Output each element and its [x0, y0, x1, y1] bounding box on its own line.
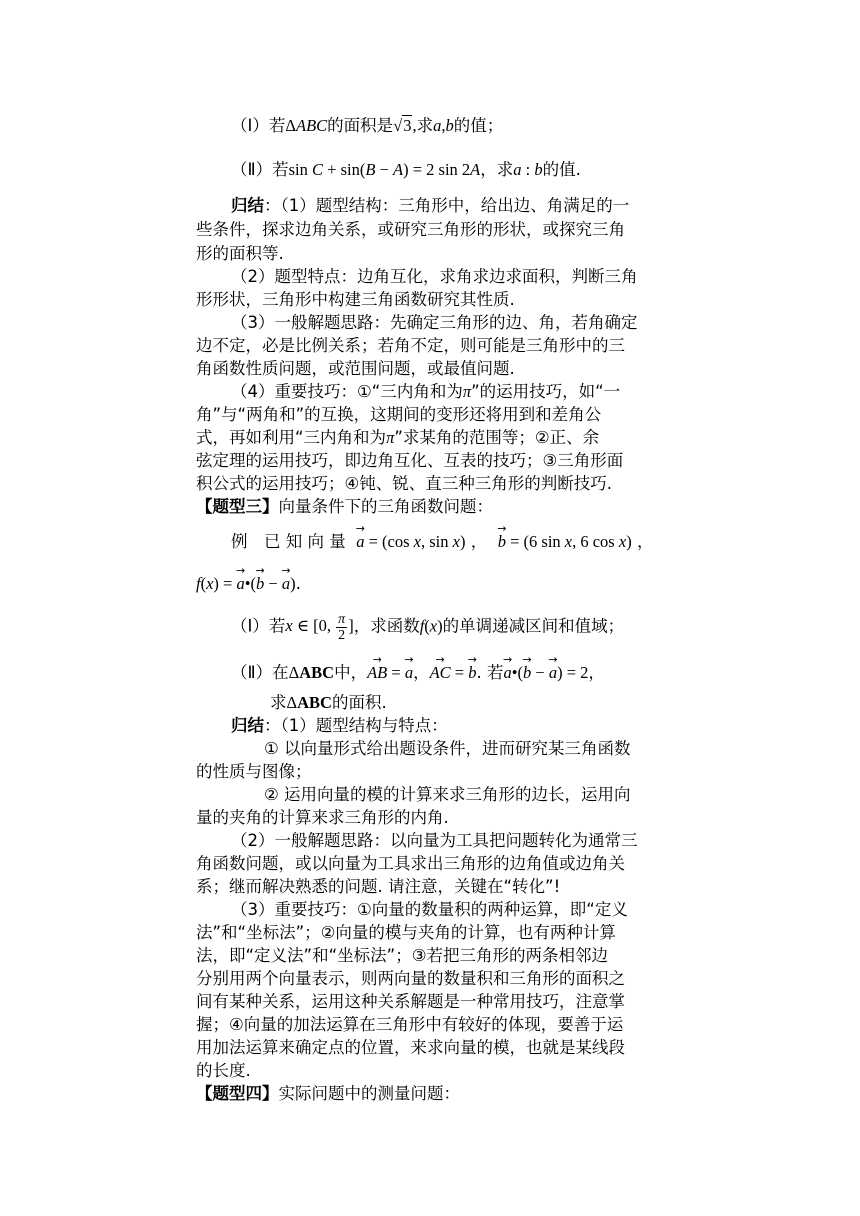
- text: ，: [413, 663, 430, 682]
- text: ，: [588, 663, 605, 682]
- text: .: [295, 574, 301, 593]
- question-part-2: （Ⅱ）若sin C + sin(B − A) = 2 sin 2A，求a : b的值.: [231, 160, 581, 179]
- math-pi: π: [386, 428, 395, 447]
- text: 实际问题中的测量问题：: [278, 1084, 460, 1103]
- text-line: 边不定，必是比例关系；若角不定，则可能是三角形中的三: [196, 336, 625, 355]
- math-delta: Δ: [286, 693, 298, 712]
- question-part-1: （Ⅰ）若ΔABC的面积是√3,求a,b的值；: [231, 116, 504, 135]
- text-line: ② 运用向量的模的计算来求三角形的边长，运用向: [264, 785, 631, 804]
- text: 中，: [334, 663, 368, 682]
- text-line: 量的夹角的计算来求三角形的内角.: [196, 808, 449, 827]
- text: 的值；: [453, 116, 504, 135]
- text-line: 间有某种关系，运用这种关系解题是一种常用技巧，注意掌: [196, 992, 625, 1011]
- text: （Ⅱ）在: [231, 663, 289, 682]
- text-line: ① 以向量形式给出题设条件，进而研究某三角函数: [264, 739, 631, 758]
- text: 的面积是: [327, 116, 394, 135]
- text-line: 角函数问题，或以向量为工具求出三角形的边角值或边角关: [196, 854, 625, 873]
- text-line: 角”与“两角和”的互换，这期间的变形还将用到和差角公: [196, 405, 602, 424]
- example-part-2-cont: [270, 692, 387, 714]
- summary-1: [231, 195, 629, 217]
- text: 式，再如利用“三内角和为: [196, 428, 387, 447]
- text-line: 积公式的运用技巧；④钝、锐、直三种三角形的判断技巧.: [196, 474, 613, 493]
- text: ，求函数: [353, 616, 420, 636]
- text-line: 角函数性质问题，或范围问题，或最值问题.: [196, 359, 515, 378]
- text: 求: [416, 116, 434, 135]
- triangle-name: ABC: [299, 663, 335, 682]
- text-line: [196, 427, 599, 449]
- triangle-name: ABC: [297, 693, 332, 712]
- text: ，: [636, 532, 654, 551]
- math-delta: Δ: [288, 663, 300, 682]
- text: . 若: [476, 663, 504, 682]
- math-interval: x ∈ [0, $\frac{\pi}{2}$ ]: [285, 612, 354, 643]
- text-line: 用加法运算来确定点的位置，来求向量的模，也就是某线段: [196, 1038, 625, 1057]
- text: ：（1）题型结构与特点：: [264, 716, 448, 735]
- text: （Ⅰ）若: [231, 116, 286, 135]
- text-line: （3）重要技巧：①向量的数量积的两种运算，即“定义: [231, 900, 628, 919]
- text-line: （3）一般解题思路：先确定三角形的边、角，若角确定: [231, 313, 638, 332]
- example-part-1: [231, 612, 624, 643]
- math-fx: f(x) = → a•(→ b − → a): [196, 574, 296, 593]
- summary-label: 归结: [231, 196, 264, 215]
- text: ”的运用技巧，如“一: [471, 382, 621, 401]
- math-condition: → a•(→ b − → a) = 2: [503, 663, 588, 682]
- section-label: 【题型四】: [196, 1084, 279, 1103]
- text-line: 系；继而解决熟悉的问题. 请注意，关键在“转化”!: [196, 877, 561, 896]
- text: ：（1）题型结构：三角形中，给出边、角满足的一: [264, 196, 630, 215]
- math-sqrt3: √3,: [393, 116, 417, 135]
- text: 向量条件下的三角函数问题：: [278, 497, 493, 516]
- example-part-2: [231, 662, 605, 684]
- math-pi: π: [462, 382, 472, 401]
- text-line: 法，即“定义法”和“坐标法”；③若把三角形的两条相邻边: [196, 946, 608, 965]
- math-vector-a: → a = (cos x, sin x): [356, 532, 465, 551]
- math-equation: sin C + sin(B − A) = 2 sin 2A: [288, 160, 481, 179]
- text-line: [231, 381, 620, 403]
- text: ，求: [480, 160, 514, 179]
- text: （Ⅱ）若: [231, 160, 289, 179]
- math-ac-vec: → AC = → b: [430, 663, 477, 682]
- function-def: [196, 573, 301, 595]
- math-fx: f(x): [419, 616, 443, 636]
- text-line: （2）题型特点：边角互化，求角求边求面积，判断三角: [231, 267, 638, 286]
- math-ratio: a: [513, 160, 522, 179]
- text-line: 弦定理的运用技巧，即边角互化、互表的技巧；③三角形面: [196, 451, 624, 470]
- text-line: 形形状，三角形中构建三角函数研究其性质.: [196, 290, 515, 309]
- example-line: [231, 531, 653, 553]
- math-delta: Δ: [285, 116, 296, 135]
- text-line: 形的面积等.: [196, 244, 284, 263]
- math-vector-b: → b = (6 sin x, 6 cos x): [498, 532, 632, 551]
- text-line: （2）一般解题思路：以向量为工具把问题转化为通常三: [231, 831, 638, 850]
- text-line: 的性质与图像；: [196, 762, 312, 781]
- math-ab-vec: → AB = → a: [367, 663, 413, 682]
- text-line: 法”和“坐标法”；②向量的模与夹角的计算，也有两种计算: [196, 923, 616, 942]
- text-line: 握；④向量的加法运算在三角形中有较好的体现，要善于运: [196, 1015, 624, 1034]
- section-label: 【题型三】: [196, 497, 279, 516]
- text: 的值.: [542, 160, 581, 179]
- text: 的单调递减区间和值域；: [442, 616, 625, 636]
- text: 求: [270, 693, 287, 712]
- math-ab: a: [433, 116, 442, 135]
- summary-2: [231, 715, 448, 737]
- section-heading-3: [196, 496, 493, 518]
- text-line: 些条件，探求边角关系，或研究三角形的形状，或探究三角: [196, 220, 625, 239]
- text-line: 的长度.: [196, 1061, 251, 1080]
- math-abc: ABC: [296, 116, 328, 135]
- text: 例 已 知 向 量: [231, 532, 346, 551]
- text-line: 分别用两个向量表示，则两向量的数量积和三角形的面积之: [196, 969, 625, 988]
- summary-label: 归结: [231, 716, 264, 735]
- text: （4）重要技巧：①“三内角和为: [231, 382, 463, 401]
- text: ，: [470, 532, 488, 551]
- text: 的面积.: [331, 693, 387, 712]
- text: （Ⅰ）若: [231, 616, 286, 636]
- section-heading-4: [196, 1083, 460, 1105]
- text: ”求某角的范围等；②正、余: [394, 428, 600, 447]
